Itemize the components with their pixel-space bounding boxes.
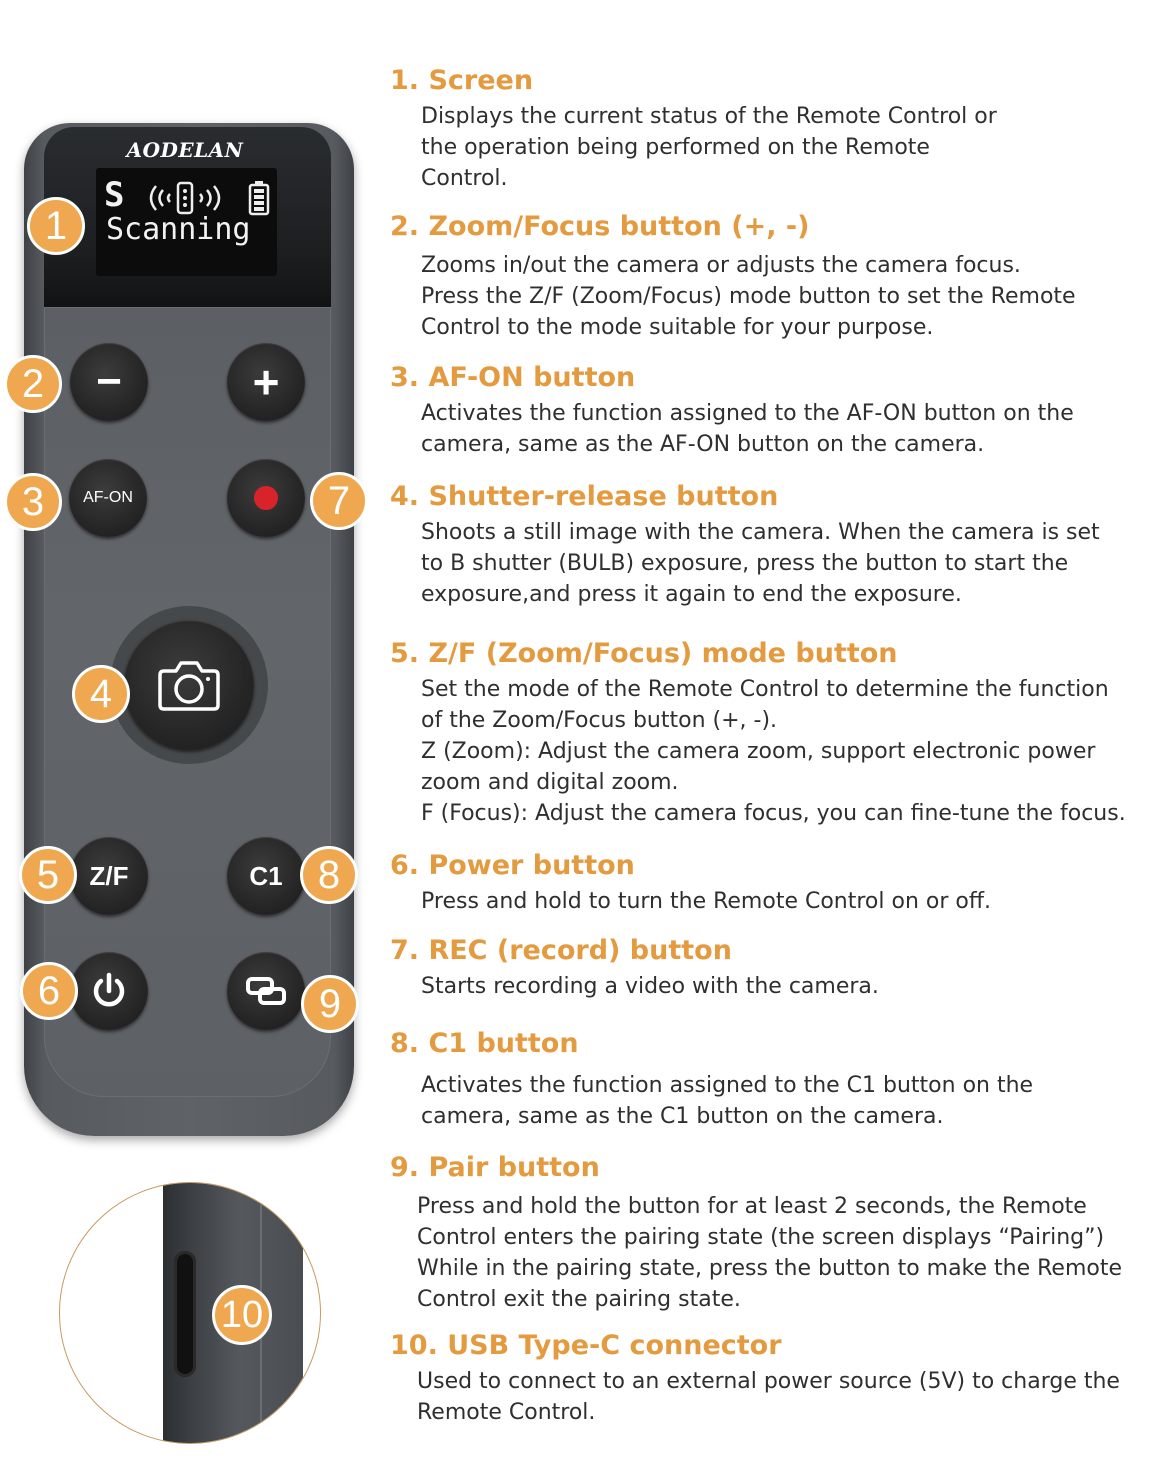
- desc-zoom-focus: [390, 209, 1170, 343]
- c1-button[interactable]: [227, 837, 305, 915]
- badge-7: 7: [310, 472, 368, 530]
- desc-screen: [390, 63, 1170, 194]
- badge-6: 6: [20, 962, 78, 1020]
- desc-text: Press and hold to turn the Remote Control on or off.: [421, 889, 991, 914]
- plus-label: +: [252, 356, 280, 408]
- af-on-label: AF-ON: [83, 489, 133, 506]
- desc-text: Press and hold the button for at least 2 seconds, the Remote Control enters the pairing state (the screen displays “Pairing”) While in the pairing state, press the button to make the Remote Control exit the pairing state.: [417, 1194, 1123, 1312]
- desc-usb-c: [390, 1328, 1170, 1428]
- c1-label: C1: [249, 860, 283, 891]
- usb-detail-zoom: [59, 1182, 321, 1444]
- desc-title: 7. REC (record) button: [390, 935, 732, 966]
- minus-label: −: [96, 357, 122, 406]
- desc-title: 3. AF-ON button: [390, 362, 636, 393]
- desc-text: Starts recording a video with the camera.: [421, 974, 879, 999]
- desc-text: Shoots a still image with the camera. When the camera is set to B shutter (BULB) exposure, press the button to start the exposure,and press it again to end the exposure.: [421, 520, 1100, 607]
- desc-title: 4. Shutter-release button: [390, 481, 779, 512]
- desc-title: 2. Zoom/Focus button (+, -): [390, 211, 810, 242]
- record-dot-icon: [254, 486, 278, 510]
- desc-text: Used to connect to an external power source (5V) to charge the Remote Control.: [417, 1369, 1120, 1425]
- pair-link-icon: [245, 975, 287, 1007]
- brand-logo: AODELAN: [126, 138, 244, 162]
- desc-title: 9. Pair button: [390, 1152, 600, 1183]
- camera-icon: [156, 657, 222, 713]
- desc-title: 5. Z/F (Zoom/Focus) mode button: [390, 638, 898, 669]
- desc-title: 6. Power button: [390, 850, 635, 881]
- desc-text: Zooms in/out the camera or adjusts the camera focus. Press the Z/F (Zoom/Focus) mode button to set the Remote Control to the mode suitable for your purpose.: [421, 253, 1076, 340]
- badge-4: 4: [72, 665, 130, 723]
- desc-pair: [390, 1150, 1170, 1315]
- shutter-release-button[interactable]: [124, 620, 254, 750]
- desc-shutter: [390, 479, 1170, 610]
- desc-title: 8. C1 button: [390, 1028, 579, 1059]
- desc-title: 1. Screen: [390, 65, 534, 96]
- zoom-plus-button[interactable]: [227, 343, 305, 421]
- badge-3: 3: [4, 473, 62, 531]
- badge-9: 9: [301, 975, 359, 1033]
- badge-10: 10: [212, 1285, 272, 1345]
- battery-icon: [247, 180, 271, 216]
- zf-mode-button[interactable]: [70, 837, 148, 915]
- desc-text: Activates the function assigned to the C1 button on the camera, same as the C1 button on the camera.: [421, 1073, 1034, 1129]
- pair-button[interactable]: [227, 952, 305, 1030]
- desc-rec: [390, 933, 1170, 1002]
- usb-c-port: [174, 1251, 196, 1377]
- power-icon: [89, 971, 129, 1011]
- desc-af-on: [390, 360, 1170, 460]
- badge-2: 2: [4, 355, 62, 413]
- badge-5: 5: [19, 846, 77, 904]
- desc-text: Set the mode of the Remote Control to determine the function of the Zoom/Focus button (+, -). Z (Zoom): Adjust the camera zoom, support electronic power zoom and digital zoom. F (Focus): Adjust the camera focus, you can fine-tune the focus.: [421, 677, 1126, 826]
- desc-text: Displays the current status of the Remote Control or the operation being performed on the Remote Control.: [421, 104, 997, 191]
- desc-title: 10. USB Type-C connector: [390, 1330, 782, 1361]
- zoom-minus-button[interactable]: [70, 343, 148, 421]
- remote-signal-icon: [142, 180, 230, 216]
- badge-1: 1: [27, 197, 85, 255]
- record-button[interactable]: [227, 459, 305, 537]
- screen-status-text: Scanning: [106, 212, 251, 247]
- power-button[interactable]: [70, 952, 148, 1030]
- badge-8: 8: [300, 846, 358, 904]
- desc-power: [390, 848, 1170, 917]
- desc-c1: [390, 1026, 1170, 1132]
- desc-zf-mode: [390, 636, 1170, 829]
- zf-label: Z/F: [89, 860, 129, 891]
- af-on-button[interactable]: [69, 459, 147, 537]
- screen-mode-indicator: S: [104, 175, 125, 215]
- desc-text: Activates the function assigned to the AF-ON button on the camera, same as the AF-ON button on the camera.: [421, 401, 1074, 457]
